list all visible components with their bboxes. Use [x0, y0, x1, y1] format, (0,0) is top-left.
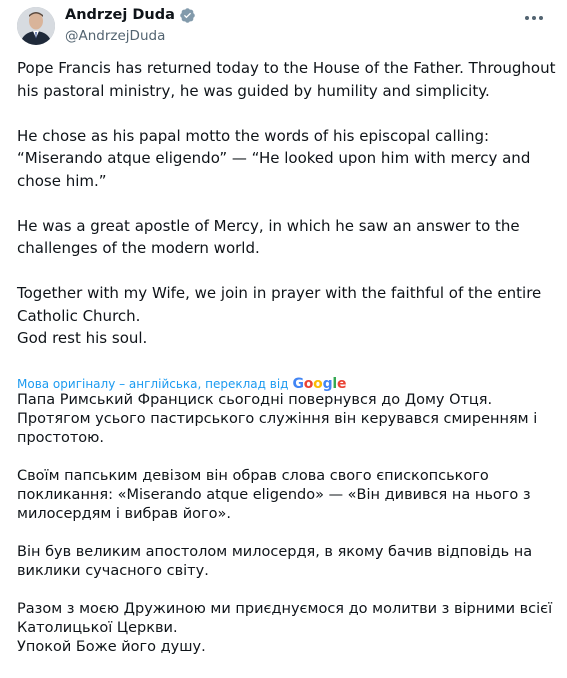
author-display-name[interactable]: Andrzej Duda [65, 7, 175, 23]
tweet-paragraph: Together with my Wife, we join in prayer with the faithful of the entire Catholic Church. [17, 284, 542, 325]
tweet-text [17, 57, 557, 350]
translation-credit-label: Мова оригіналу – англійська, переклад від [17, 377, 289, 391]
translated-paragraph: Своїм папським девізом він обрав слова свого єпископського покликання: «Miserando atque eligendo» — «Він дивився на нього з милосердям і вибрав його». [17, 468, 531, 522]
more-options-icon [524, 15, 544, 21]
author-handle[interactable]: @AndrzejDuda [65, 28, 166, 44]
translated-text [17, 391, 557, 657]
avatar[interactable] [17, 7, 55, 45]
author-header [65, 5, 196, 44]
translated-paragraph: Папа Римський Франциск сьогодні повернувся до Дому Отця. Протягом усього пастирського служіння він керувався смиренням і простотою. [17, 392, 538, 446]
more-options-button[interactable] [521, 8, 547, 28]
google-logo: Google [292, 376, 347, 392]
translation-credit-link[interactable] [17, 376, 346, 392]
tweet-paragraph: Pope Francis has returned today to the House of the Father. Throughout his pastoral ministry, he was guided by humility and simplicity. [17, 59, 556, 100]
tweet-paragraph: God rest his soul. [17, 329, 148, 347]
name-row [65, 5, 196, 25]
verified-badge-icon[interactable] [179, 7, 196, 24]
tweet-paragraph: He chose as his papal motto the words of his episcopal calling: “Miserando atque eligendo” — “He looked upon him with mercy and chose him.” [17, 126, 531, 190]
avatar-image [17, 7, 55, 45]
translated-paragraph: Він був великим апостолом милосердя, в якому бачив відповідь на виклики сучасного світу. [17, 544, 533, 579]
translated-paragraph: Разом з моєю Дружиною ми приєднуємося до молитви з вірними всієї Католицької Церкви. [17, 601, 553, 636]
tweet-paragraph: He was a great apostle of Mercy, in which he saw an answer to the challenges of the modern world. [17, 216, 520, 257]
translated-paragraph: Упокой Боже його душу. [17, 639, 206, 655]
